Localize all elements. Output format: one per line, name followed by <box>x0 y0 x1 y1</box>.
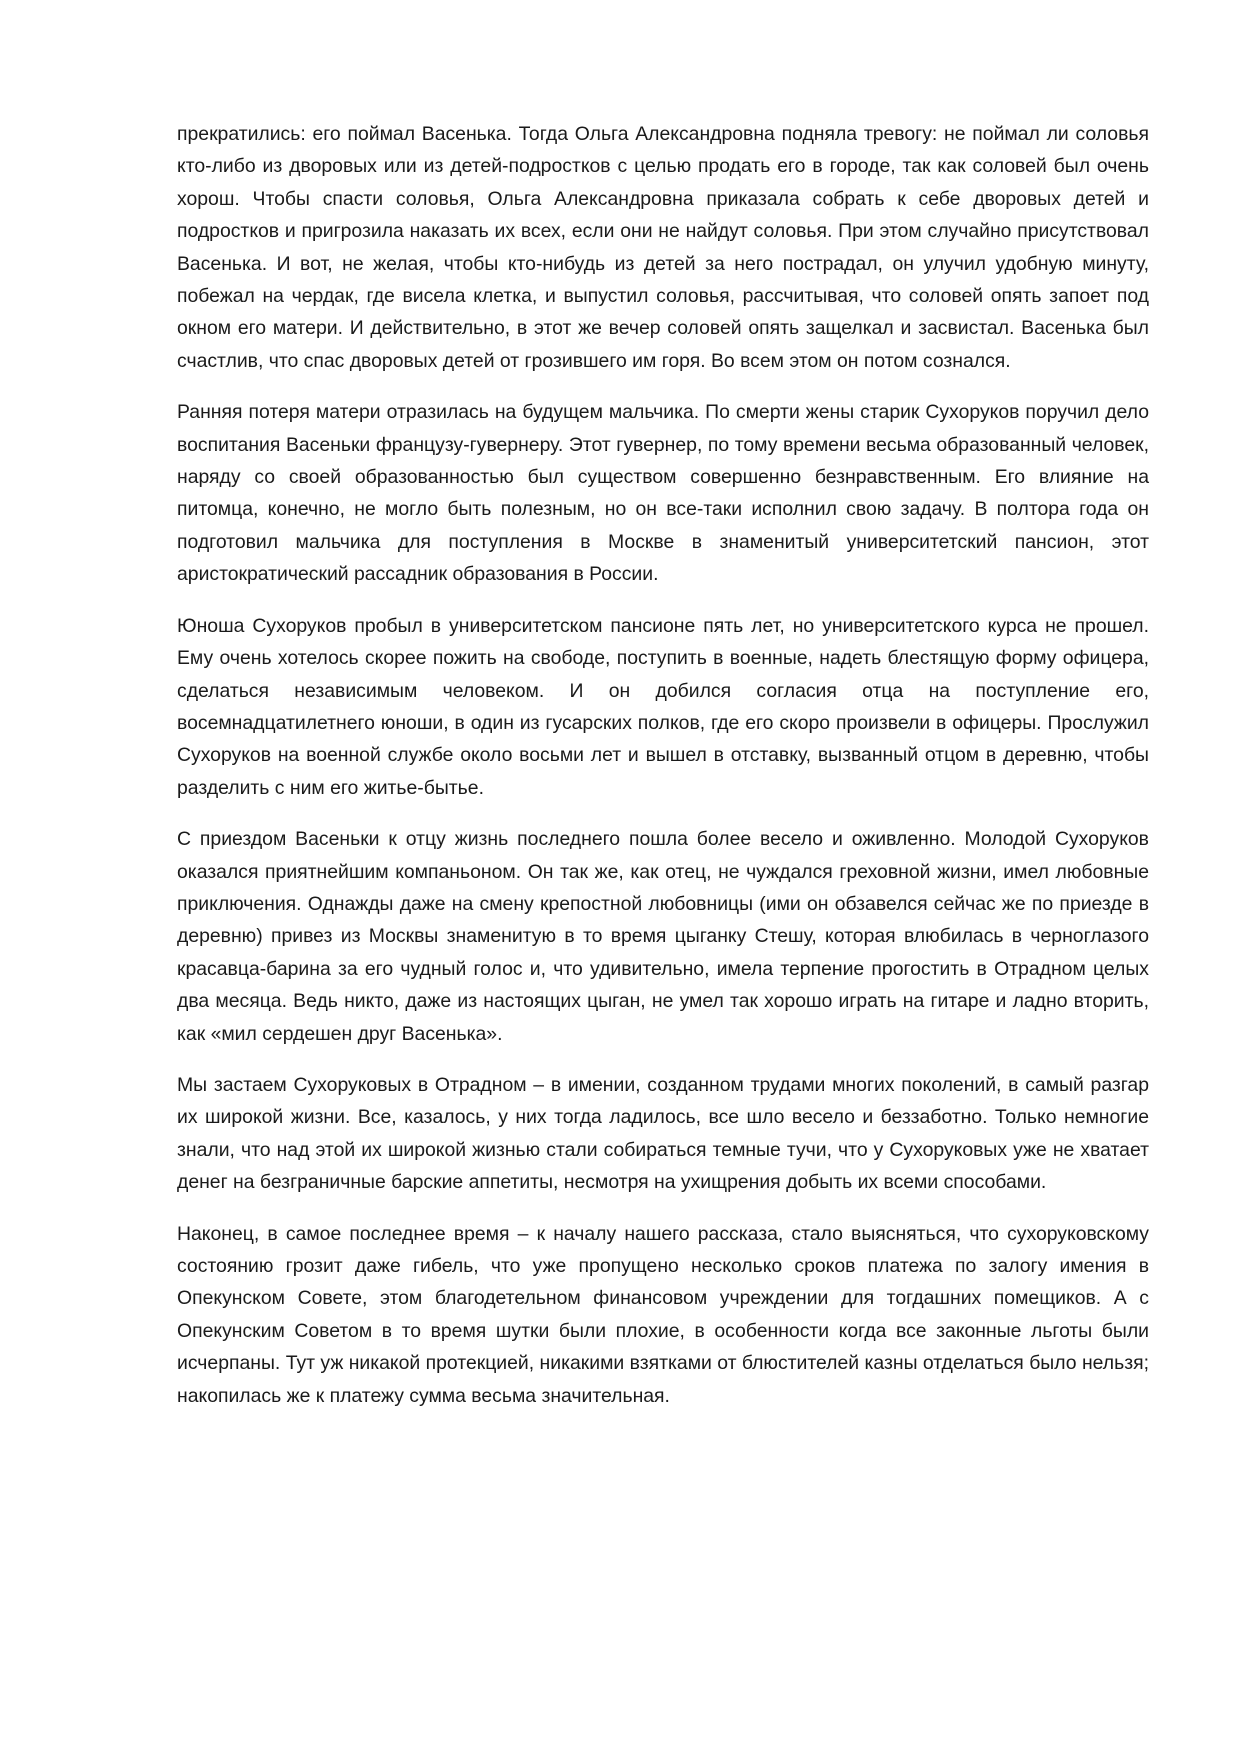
paragraph-6: Наконец, в самое последнее время – к началу нашего рассказа, стало выясняться, что сухоруковскому состоянию грозит даже гибель, что уже пропущено несколько сроков платежа по залогу имения в Опекунском Совете, этом благодетельном финансовом учреждении для тогдашних помещиков. А с Опекунским Советом в то время шутки были плохие, в особенности когда все законные льготы были исчерпаны. Тут уж никакой протекцией, никакими взятками от блюстителей казны отделаться было нельзя; накопилась же к платежу сумма весьма значительная. <box>177 1222 1149 1407</box>
paragraph-5: Мы застаем Сухоруковых в Отрадном – в имении, созданном трудами многих поколений, в самый разгар их широкой жизни. Все, казалось, у них тогда ладилось, все шло весело и беззаботно. Только немногие знали, что над этой их широкой жизнью стали собираться темные тучи, что у Сухоруковых уже не хватает денег на безграничные барские аппетиты, несмотря на ухищрения добыть их всеми способами. <box>177 1073 1149 1194</box>
paragraph-2: Ранняя потеря матери отразилась на будущем мальчика. По смерти жены старик Сухоруков поручил дело воспитания Васеньки французу-гувернеру. Этот гувернер, по тому времени весьма образованный человек, наряду со своей образованностью был существом совершенно безнравственным. Его влияние на питомца, конечно, не могло быть полезным, но он все-таки исполнил свою задачу. В полтора года он подготовил мальчика для поступления в Москве в знаменитый университетский пансион, этот аристократический рассадник образования в России. <box>177 401 1149 586</box>
paragraph-4: С приездом Васеньки к отцу жизнь последнего пошла более весело и оживленно. Молодой Сухоруков оказался приятнейшим компаньоном. Он так же, как отец, не чуждался греховной жизни, имел любовные приключения. Однажды даже на смену крепостной любовницы (ими он обзавелся сейчас же по приезде в деревню) привез из Москвы знаменитую в то время цыганку Стешу, которая влюбилась в черноглазого красавца-барина за его чудный голос и, что удивительно, имела терпение прогостить в Отрадном целых два месяца. Ведь никто, даже из настоящих цыган, не умел так хорошо играть на гитаре и ладно вторить, как «мил сердешен друг Васенька». <box>177 828 1149 1045</box>
body-text <box>177 118 1149 1431</box>
paragraph-3: Юноша Сухоруков пробыл в университетском пансионе пять лет, но университетского курса не прошел. Ему очень хотелось скорее пожить на свободе, поступить в военные, надеть блестящую форму офицера, сделаться независимым человеком. И он добился согласия отца на поступление его, восемнадцатилетнего юноши, в один из гусарских полков, где его скоро произвели в офицеры. Прослужил Сухоруков на военной службе около восьми лет и вышел в отставку, вызванный отцом в деревню, чтобы разделить с ним его житье-бытье. <box>177 614 1149 799</box>
paragraph-1: прекратились: его поймал Васенька. Тогда Ольга Александровна подняла тревогу: не поймал ли соловья кто-либо из дворовых или из детей-подростков с целью продать его в городе, так как соловей был очень хорош. Чтобы спасти соловья, Ольга Александровна приказала собрать к себе дворовых детей и подростков и пригрозила наказать их всех, если они не найдут соловья. При этом случайно присутствовал Васенька. И вот, не желая, чтобы кто-нибудь из детей за него пострадал, он улучил удобную минуту, побежал на чердак, где висела клетка, и выпустил соловья, рассчитывая, что соловей опять запоет под окном его матери. И действительно, в этот же вечер соловей опять защелкал и засвистал. Васенька был счастлив, что спас дворовых детей от грозившего им горя. Во всем этом он потом сознался. <box>177 123 1149 372</box>
